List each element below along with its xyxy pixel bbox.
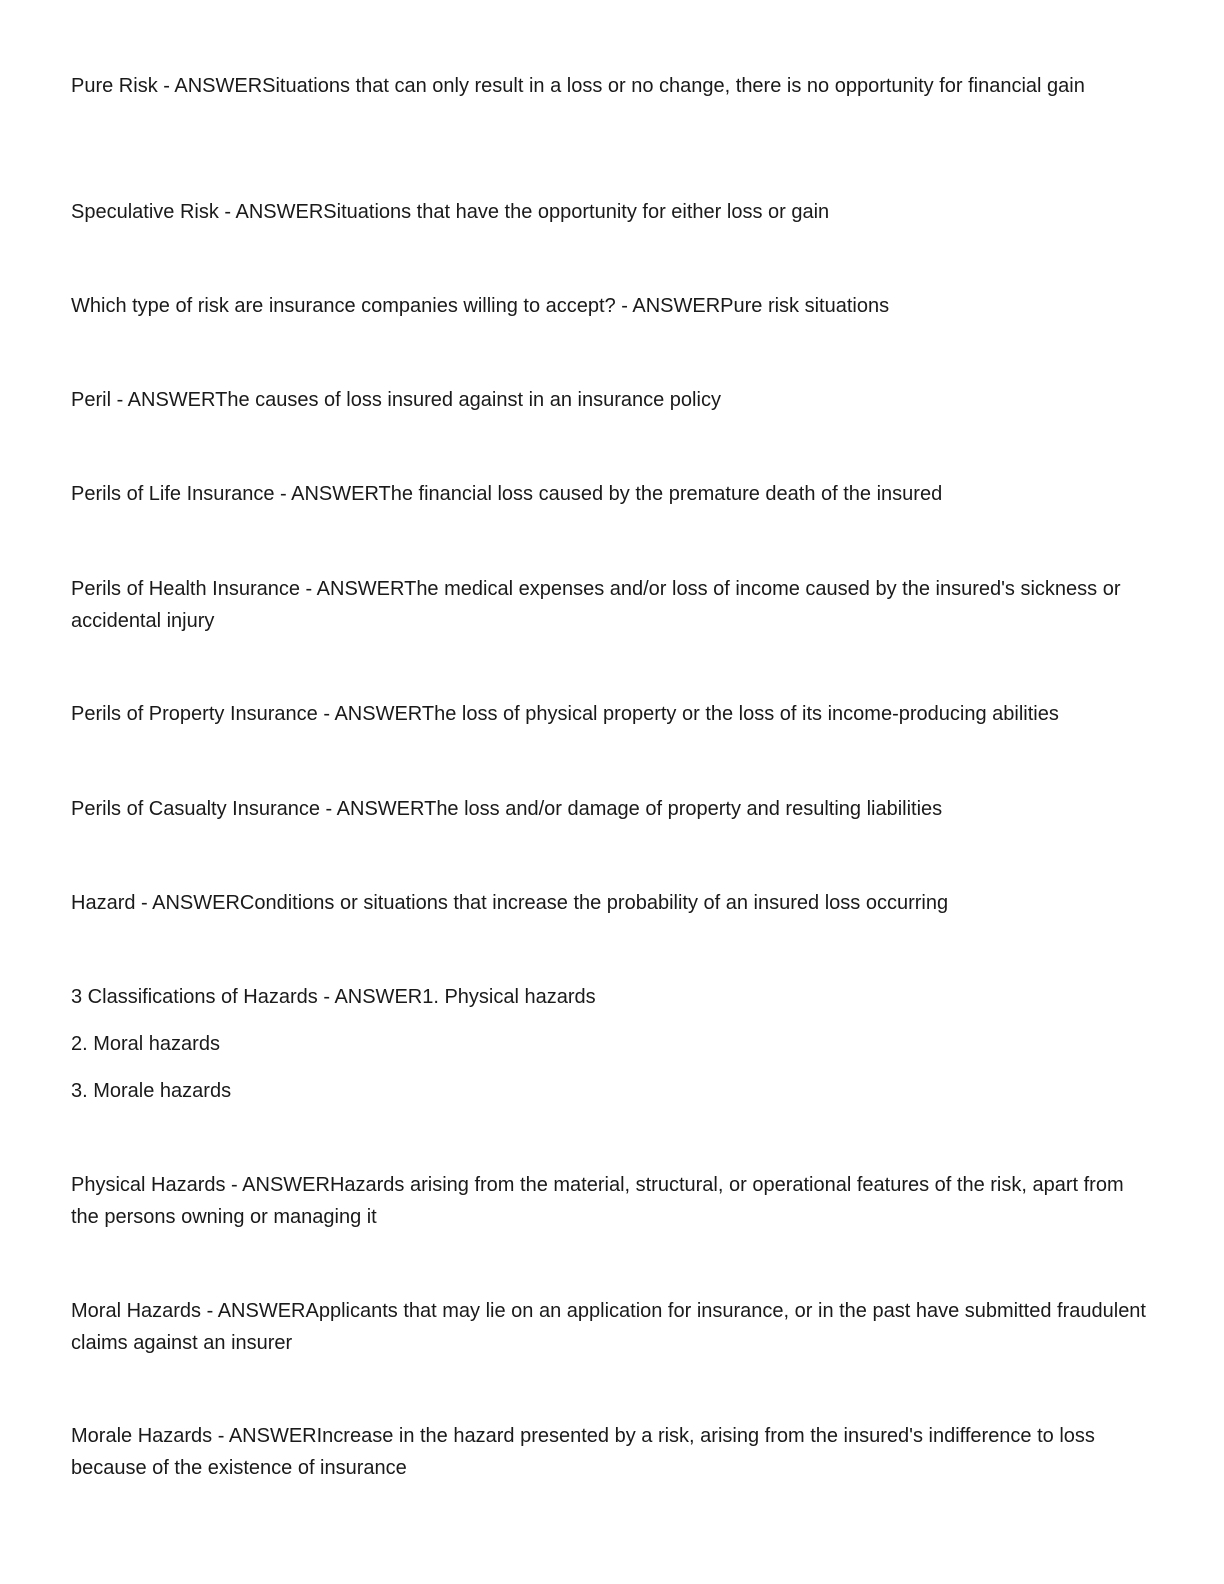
entry-perils-life: Perils of Life Insurance - ANSWERThe financial loss caused by the premature death of the insured <box>71 483 943 505</box>
entry-pure-risk: Pure Risk - ANSWERSituations that can only result in a loss or no change, there is no opportunity for financial gain <box>71 75 1085 97</box>
entry-perils-casualty: Perils of Casualty Insurance - ANSWERThe loss and/or damage of property and resulting liabilities <box>71 798 943 820</box>
entry-peril: Peril - ANSWERThe causes of loss insured against in an insurance policy <box>71 389 721 411</box>
entry-moral-hazards: Moral Hazards - ANSWERApplicants that may lie on an application for insurance, or in the past have submitted fraudulent claims against an insurer <box>71 1300 1146 1354</box>
entry-hazard: Hazard - ANSWERConditions or situations that increase the probability of an insured loss occurring <box>71 892 949 914</box>
entry-risk-accepted: Which type of risk are insurance companies willing to accept? - ANSWERPure risk situations <box>71 295 890 317</box>
entry-morale-hazards: Morale Hazards - ANSWERIncrease in the hazard presented by a risk, arising from the insured's indifference to loss because of the existence of insurance <box>71 1425 1095 1479</box>
entry-perils-health: Perils of Health Insurance - ANSWERThe medical expenses and/or loss of income caused by the insured's sickness or accidental injury <box>71 578 1121 632</box>
entry-hazard-class-2: 2. Moral hazards <box>71 1033 220 1055</box>
entry-hazard-class-3: 3. Morale hazards <box>71 1080 232 1102</box>
entry-hazard-classifications: 3 Classifications of Hazards - ANSWER1. Physical hazards <box>71 986 596 1008</box>
entry-perils-property: Perils of Property Insurance - ANSWERThe loss of physical property or the loss of its income-producing abilities <box>71 703 1059 725</box>
entry-speculative-risk: Speculative Risk - ANSWERSituations that have the opportunity for either loss or gain <box>71 201 830 223</box>
entry-physical-hazards: Physical Hazards - ANSWERHazards arising from the material, structural, or operational features of the risk, apart from the persons owning or managing it <box>71 1174 1124 1228</box>
